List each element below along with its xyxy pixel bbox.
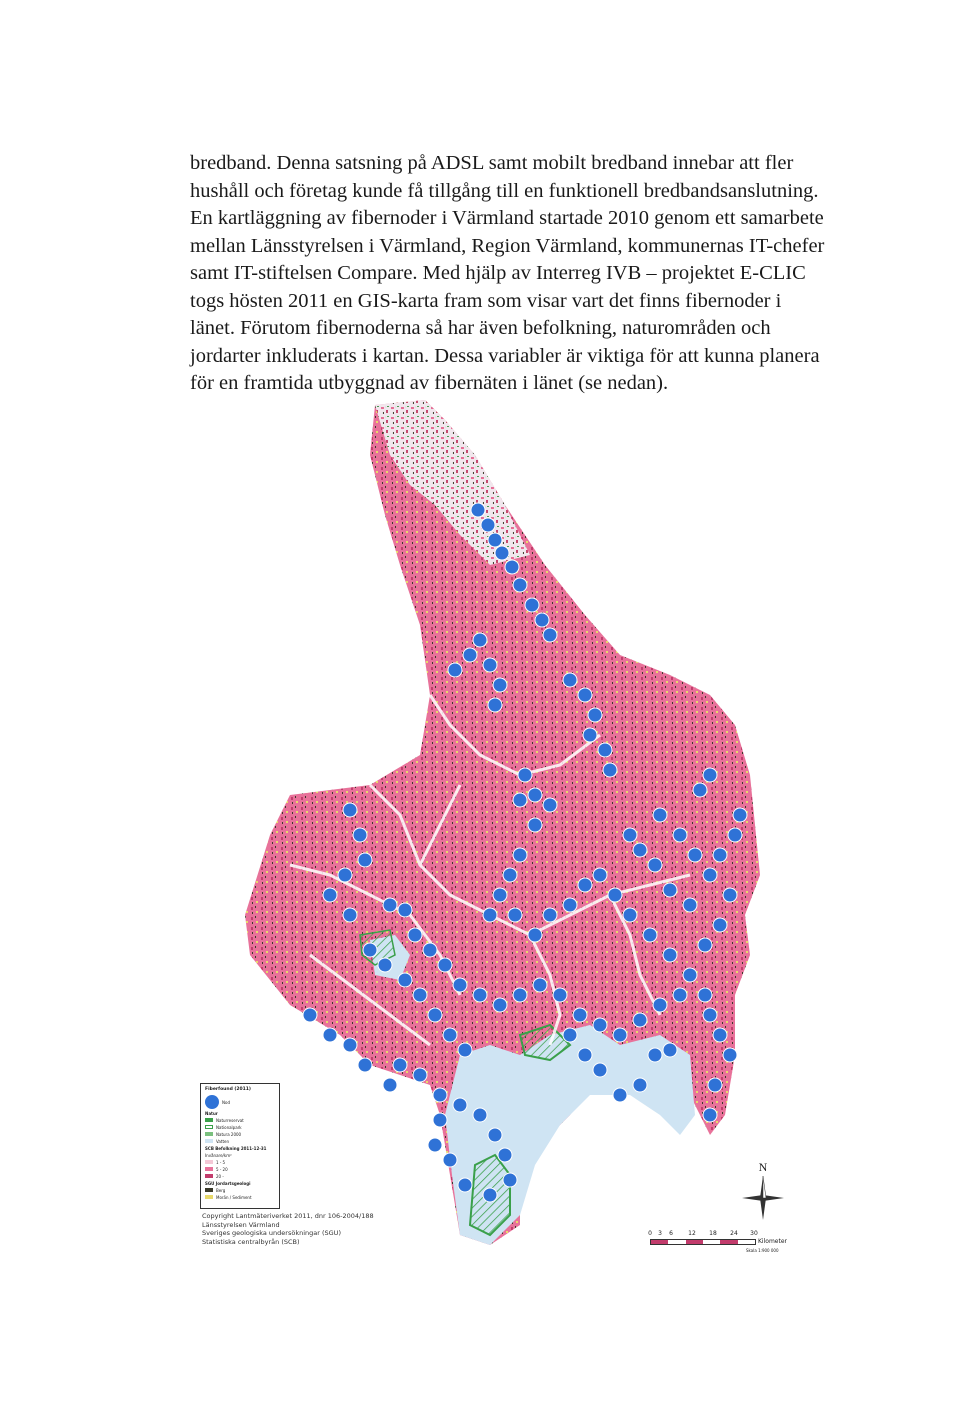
- fiber-node-marker: [623, 908, 637, 922]
- map-copyright: [202, 1212, 402, 1246]
- paragraph-2: En kartläggning av fibernoder i Värmland startade 2010 genom ett samarbete mellan Länsstyrelsen i Värmland, Region Värmland, kommunernas IT-chefer samt IT-stiftelsen Compare. Med hjälp av Interreg IVB – projektet E-CLIC togs hösten 2011 en GIS-karta fram som visar vart det finns fibernoder i länet. Förutom fibernoderna så har även befolkning, naturområden och jordarter inkluderats i kartan. Dessa variabler är viktiga för att kunna planera för en framtida utbyggnad av fibernäten i länet (se nedan).: [190, 207, 825, 394]
- fiber-node-marker: [443, 1153, 457, 1167]
- fiber-node-marker: [303, 1008, 317, 1022]
- fiber-node-marker: [578, 1048, 592, 1062]
- fiber-node-marker: [708, 1078, 722, 1092]
- scale-bar: [650, 1230, 800, 1270]
- fiber-node-marker: [623, 828, 637, 842]
- scale-ratio: Skala 1:900 000: [746, 1248, 779, 1253]
- fiber-node-marker: [633, 843, 647, 857]
- legend-row: Nationalpark: [205, 1124, 275, 1130]
- fiber-node-icon: [205, 1095, 219, 1109]
- fiber-node-marker: [563, 898, 577, 912]
- fiber-node-marker: [543, 628, 557, 642]
- fiber-node-marker: [448, 663, 462, 677]
- fiber-node-marker: [698, 938, 712, 952]
- fiber-node-marker: [633, 1013, 647, 1027]
- fiber-node-marker: [688, 848, 702, 862]
- fiber-node-marker: [533, 978, 547, 992]
- fiber-node-marker: [398, 903, 412, 917]
- fiber-node-marker: [505, 560, 519, 574]
- fiber-node-marker: [713, 1028, 727, 1042]
- copyright-line: Sveriges geologiska undersökningar (SGU): [202, 1229, 341, 1237]
- fiber-node-marker: [343, 803, 357, 817]
- scale-tick: 3: [658, 1230, 662, 1237]
- fiber-node-marker: [608, 888, 622, 902]
- fiber-node-marker: [673, 828, 687, 842]
- fiber-node-marker: [488, 533, 502, 547]
- fiber-node-marker: [713, 918, 727, 932]
- fiber-node-marker: [503, 1173, 517, 1187]
- scale-tick: 18: [709, 1230, 717, 1237]
- fiber-node-marker: [463, 648, 477, 662]
- fiber-node-marker: [378, 958, 392, 972]
- fiber-node-marker: [563, 673, 577, 687]
- fiber-node-marker: [588, 708, 602, 722]
- map-graphic: [190, 395, 790, 1275]
- legend-row: Natura 2000: [205, 1131, 275, 1137]
- legend-row: Naturreservat: [205, 1117, 275, 1123]
- fiber-node-marker: [528, 788, 542, 802]
- copyright-line: Statistiska centralbyrån (SCB): [202, 1237, 300, 1246]
- fiber-node-marker: [513, 848, 527, 862]
- copyright-line: Copyright Lantmäteriverket 2011, dnr 106-2004/188: [202, 1212, 374, 1220]
- fiber-node-marker: [363, 943, 377, 957]
- fiber-node-marker: [473, 1108, 487, 1122]
- scale-tick: 6: [669, 1230, 673, 1237]
- fiber-node-marker: [653, 808, 667, 822]
- fiber-node-marker: [603, 763, 617, 777]
- scale-tick: 12: [688, 1230, 696, 1237]
- legend-row: 20 -: [205, 1173, 275, 1179]
- legend-row: Invånare/km²: [205, 1152, 232, 1158]
- fiber-node-marker: [648, 858, 662, 872]
- fiber-node-marker: [433, 1088, 447, 1102]
- fiber-node-marker: [343, 1038, 357, 1052]
- fiber-node-marker: [598, 743, 612, 757]
- legend-row: Berg: [205, 1187, 275, 1193]
- north-arrow: [740, 1160, 786, 1232]
- fiber-node-marker: [458, 1178, 472, 1192]
- fiber-node-marker: [358, 1058, 372, 1072]
- fiber-node-marker: [453, 978, 467, 992]
- legend-row: Vatten: [205, 1138, 275, 1144]
- fiber-node-marker: [528, 818, 542, 832]
- fiber-node-marker: [423, 943, 437, 957]
- fiber-node-marker: [703, 1108, 717, 1122]
- fiber-node-marker: [723, 1048, 737, 1062]
- fiber-node-marker: [683, 898, 697, 912]
- fiber-node-marker: [535, 613, 549, 627]
- fiber-node-marker: [471, 503, 485, 517]
- fiber-node-marker: [543, 908, 557, 922]
- fiber-node-marker: [593, 1018, 607, 1032]
- fiber-node-marker: [483, 1188, 497, 1202]
- fiber-node-marker: [483, 908, 497, 922]
- fiber-node-marker: [343, 908, 357, 922]
- fiber-node-marker: [698, 988, 712, 1002]
- scale-unit: Kilometer: [758, 1238, 787, 1245]
- fiber-node-marker: [428, 1138, 442, 1152]
- legend-section-soil: SGU Jordartsgeologi: [205, 1181, 251, 1186]
- fiber-node-marker: [428, 1008, 442, 1022]
- fiber-node-marker: [488, 698, 502, 712]
- fiber-node-marker: [483, 658, 497, 672]
- legend-row: 1 - 5: [205, 1159, 275, 1165]
- fiber-node-marker: [723, 888, 737, 902]
- scale-tick: 30: [750, 1230, 758, 1237]
- fiber-node-marker: [473, 633, 487, 647]
- fiber-node-marker: [383, 1078, 397, 1092]
- fiber-node-marker: [513, 988, 527, 1002]
- fiber-node-marker: [593, 868, 607, 882]
- north-label: N: [758, 1160, 768, 1174]
- legend-row: Morän / Sediment: [205, 1194, 275, 1200]
- fiber-node-marker: [573, 1008, 587, 1022]
- fiber-node-marker: [613, 1028, 627, 1042]
- fiber-node-marker: [683, 968, 697, 982]
- fiber-node-marker: [703, 868, 717, 882]
- fiber-node-marker: [481, 518, 495, 532]
- fiber-node-marker: [453, 1098, 467, 1112]
- fiber-node-marker: [593, 1063, 607, 1077]
- legend-node-label: Nod: [222, 1099, 230, 1105]
- scale-tick: 24: [730, 1230, 738, 1237]
- legend-section-population: SCB Befolkning 2011-12-31: [205, 1146, 267, 1151]
- fiber-node-marker: [703, 1008, 717, 1022]
- fiber-node-marker: [653, 998, 667, 1012]
- fiber-node-marker: [353, 828, 367, 842]
- legend-row: 5 - 20: [205, 1166, 275, 1172]
- fiber-node-marker: [613, 1088, 627, 1102]
- fiber-node-marker: [503, 868, 517, 882]
- fiber-node-marker: [663, 883, 677, 897]
- fiber-node-marker: [728, 828, 742, 842]
- legend-title: Fiberfound (2011): [205, 1087, 251, 1092]
- fiber-node-marker: [578, 688, 592, 702]
- fiber-node-marker: [493, 998, 507, 1012]
- fiber-node-marker: [663, 948, 677, 962]
- fiber-node-marker: [513, 793, 527, 807]
- body-text: [190, 150, 830, 398]
- fiber-node-marker: [493, 678, 507, 692]
- fiber-node-marker: [525, 598, 539, 612]
- scale-ticks: [650, 1230, 790, 1238]
- fiber-node-marker: [413, 988, 427, 1002]
- fiber-node-marker: [733, 808, 747, 822]
- fiber-node-marker: [673, 988, 687, 1002]
- copyright-line: Länsstyrelsen Värmland: [202, 1220, 280, 1229]
- fiber-node-marker: [553, 988, 567, 1002]
- fiber-node-marker: [458, 1043, 472, 1057]
- fiber-node-marker: [713, 848, 727, 862]
- fiber-node-marker: [528, 928, 542, 942]
- fiber-node-marker: [663, 1043, 677, 1057]
- paragraph-1: bredband. Denna satsning på ADSL samt mobilt bredband innebar att fler hushåll och företag kunde få tillgång till en funktionell bredbandsanslutning.: [190, 152, 819, 202]
- fiber-node-marker: [495, 546, 509, 560]
- fiber-node-marker: [633, 1078, 647, 1092]
- fiber-node-marker: [338, 868, 352, 882]
- fiber-node-marker: [408, 928, 422, 942]
- fiber-node-marker: [358, 853, 372, 867]
- fiber-node-marker: [473, 988, 487, 1002]
- fiber-node-marker: [398, 973, 412, 987]
- fiber-node-marker: [693, 783, 707, 797]
- fiber-node-marker: [643, 928, 657, 942]
- fiber-node-marker: [498, 1148, 512, 1162]
- fiber-node-marker: [393, 1058, 407, 1072]
- fiber-node-marker: [578, 878, 592, 892]
- legend-section-nature: Natur: [205, 1111, 218, 1116]
- fiber-node-marker: [513, 578, 527, 592]
- fiber-node-marker: [443, 1028, 457, 1042]
- fiber-node-marker: [323, 888, 337, 902]
- fiber-node-marker: [648, 1048, 662, 1062]
- fiber-node-marker: [383, 898, 397, 912]
- compass-rose-icon: [740, 1160, 786, 1232]
- fiber-node-marker: [493, 888, 507, 902]
- fiber-node-marker: [413, 1068, 427, 1082]
- scale-bar-segments: [650, 1239, 756, 1245]
- map-legend: [200, 1083, 280, 1209]
- fiber-node-marker: [563, 1028, 577, 1042]
- fiber-node-marker: [323, 1028, 337, 1042]
- fiber-node-marker: [433, 1113, 447, 1127]
- fiber-node-marker: [583, 728, 597, 742]
- fiber-node-map: [190, 395, 790, 1275]
- fiber-node-marker: [488, 1128, 502, 1142]
- fiber-node-marker: [703, 768, 717, 782]
- fiber-node-marker: [518, 768, 532, 782]
- fiber-node-marker: [438, 958, 452, 972]
- scale-tick: 0: [648, 1230, 652, 1237]
- fiber-node-marker: [508, 908, 522, 922]
- fiber-node-marker: [543, 798, 557, 812]
